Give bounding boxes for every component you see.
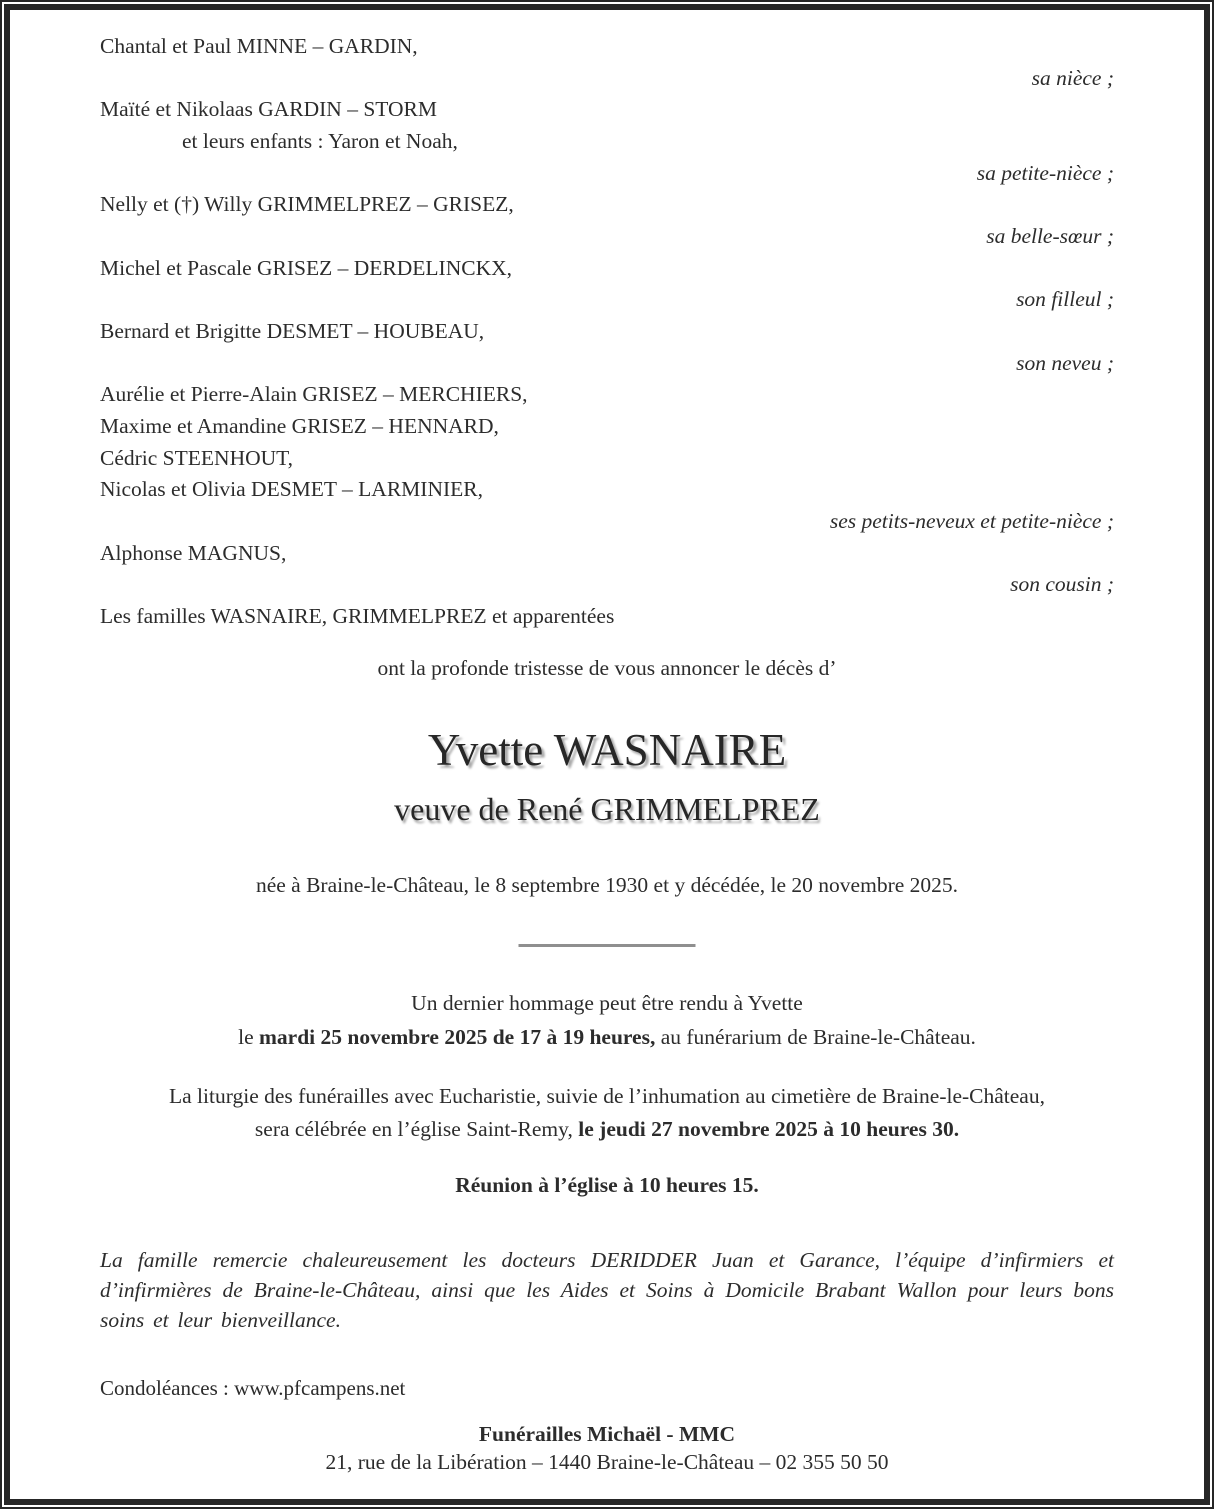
funeral-line-1: La liturgie des funérailles avec Eucharistie, suivie de l’inhumation au cimetière de Braine-le-Château, — [169, 1084, 1045, 1108]
name-line: Aurélie et Pierre-Alain GRISEZ – MERCHIERS, — [100, 382, 528, 407]
tribute-line-1: Un dernier hommage peut être rendu à Yvette — [411, 991, 803, 1015]
name-line: Alphonse MAGNUS, — [100, 540, 287, 565]
name-line: et leurs enfants : Yaron et Noah, — [182, 128, 458, 153]
tribute-line-2-post: au funérarium de Braine-le-Château. — [655, 1024, 976, 1049]
life-dates-line: née à Braine-le-Château, le 8 septembre 1930 et y décédée, le 20 novembre 2025. — [255, 873, 959, 897]
relation-label: son filleul ; — [1016, 287, 1114, 312]
condolences-line — [100, 1373, 1114, 1403]
name-line: Nicolas et Olivia DESMET – LARMINIER, — [100, 477, 483, 502]
deceased-name-title: Yvette WASNAIRE — [427, 725, 787, 775]
announcement-line: ont la profonde tristesse de vous annoncer le décès d’ — [377, 656, 837, 680]
relation-label: sa belle-sœur ; — [986, 223, 1114, 248]
name-line: Maxime et Amandine GRISEZ – HENNARD, — [100, 413, 499, 438]
relation-label: son neveu ; — [1016, 350, 1114, 375]
name-line: Bernard et Brigitte DESMET – HOUBEAU, — [100, 318, 485, 343]
name-line: Michel et Pascale GRISEZ – DERDELINCKX, — [100, 255, 513, 280]
relation-label: ses petits-neveux et petite-nièce ; — [829, 508, 1114, 533]
tribute-section — [100, 987, 1114, 1054]
relatives-list — [100, 31, 1114, 632]
tribute-line-2-bold: mardi 25 novembre 2025 de 17 à 19 heures, — [259, 1024, 656, 1049]
inner-frame — [4, 4, 1210, 1505]
name-line: Maïté et Nikolaas GARDIN – STORM — [100, 97, 438, 122]
reunion-line: Réunion à l’église à 10 heures 15. — [455, 1173, 759, 1197]
tribute-line-2 — [100, 1021, 1114, 1055]
funeral-line-2-bold: le jeudi 27 novembre 2025 à 10 heures 30. — [578, 1117, 960, 1141]
section-divider — [519, 944, 696, 947]
name-line: Chantal et Paul MINNE – GARDIN, — [100, 34, 418, 58]
name-line: Nelly et (†) Willy GRIMMELPREZ – GRISEZ, — [100, 192, 514, 217]
funeral-line-2 — [100, 1113, 1114, 1146]
relation-label: sa petite-nièce ; — [976, 160, 1114, 185]
relation-label: son cousin ; — [1010, 572, 1114, 597]
condolences-label: Condoléances : — [100, 1376, 235, 1400]
name-line: Les familles WASNAIRE, GRIMMELPREZ et apparentées — [100, 603, 615, 628]
funeral-home-address: 21, rue de la Libération – 1440 Braine-le-Château – 02 355 50 50 — [325, 1450, 889, 1474]
widow-subtitle: veuve de René GRIMMELPREZ — [394, 791, 820, 827]
name-line: Cédric STEENHOUT, — [100, 445, 294, 470]
tribute-line-2-pre: le — [238, 1024, 259, 1049]
condolences-url[interactable]: www.pfcampens.net — [234, 1376, 406, 1400]
funeral-home-name: Funérailles Michaël - MMC — [478, 1422, 736, 1446]
relation-label: sa nièce ; — [1031, 65, 1114, 90]
thanks-paragraph: La famille remercie chaleureusement les docteurs DERIDDER Juan et Garance, l’équipe d’infirmiers et d’infirmières de Braine-le-Château, ainsi que les Aides et Soins à Domicile Brabant Wallon pour leurs bons soins et leur bienveillance. — [100, 1248, 1114, 1332]
funeral-line-2-pre: sera célébrée en l’église Saint-Remy, — [254, 1117, 579, 1141]
funeral-section — [100, 1080, 1114, 1146]
